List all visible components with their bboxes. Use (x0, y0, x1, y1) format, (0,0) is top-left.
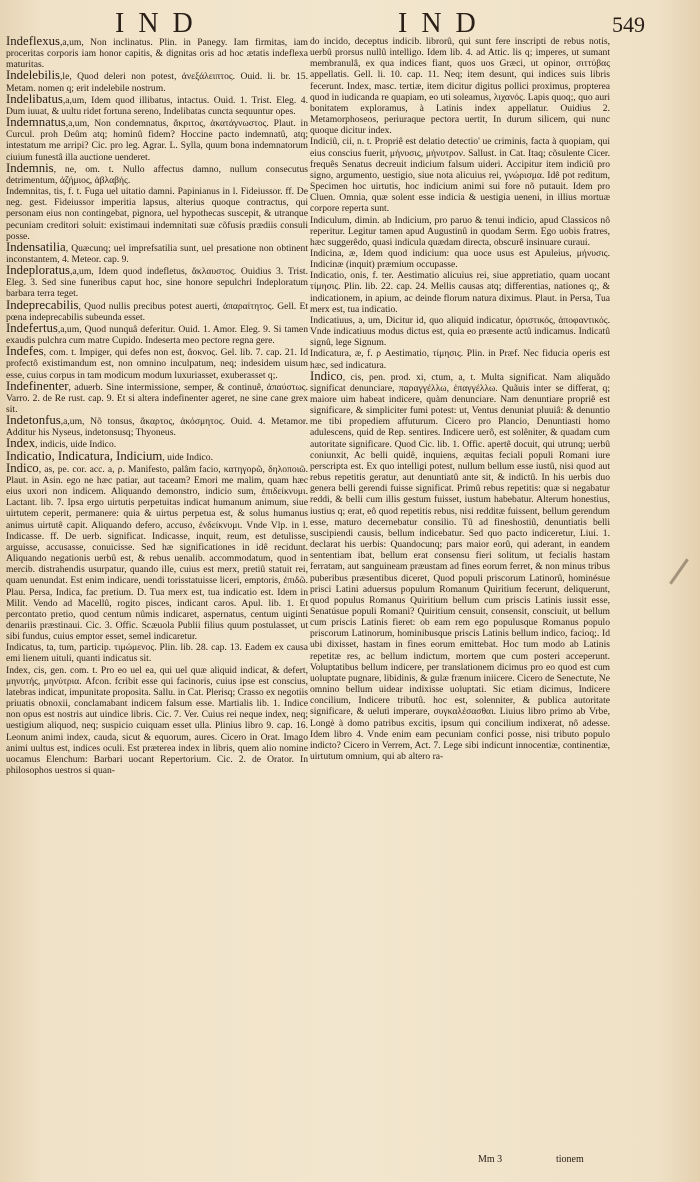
entry-text: ,a,um, Non inclinatus. Plin. in Panegy. Iam firmitas, iam proceritas corporis iam honor capitis, & dignitas oris ad hoc ætatis indeflexa maturitas. (6, 37, 308, 71)
signature-mark: Mm 3 (478, 1154, 503, 1165)
page-footer (0, 1154, 700, 1172)
dictionary-entry (6, 117, 308, 163)
entry-text: , Quod nullis precibus potest auerti, ἀπαραίτητος. Gell. Et pœna indeprecabilis subeunda esset. (6, 300, 308, 323)
entry-text: do incido, deceptus indicib. librorû, qui sunt fere inscripti de rebus notis, uerbû prorsus nullû intelligo. Idem lib. 4. ad Attic. lis q; imperes, ut sumant membranulâ, ex qua indices fiant, quos uos Græci, ut opinor, σιττύβας appellatis. Gell. li. 10. cap. 11. Neq; item desunt, qui indices suis libris fecerunt. Index, masc. tertiæ, item dicitur digitus pollici proximus, propterea quod in iudicanda re quapiam, eo uti soleamus, λιχανός. Lapis quoq;, quo auri bonitatem exploramus, à Latinis index appellatur. Ouidius 2. Metamorphoseos, periuraque pectora uertit, In durum silicem, qui nunc quoque dicitur index. (310, 36, 610, 137)
dictionary-entry (6, 265, 308, 299)
dictionary-entry (6, 415, 308, 438)
entry-text: Index, cis, gen. com. t. Pro eo uel ea, qui uel quæ aliquid indicat, & defert, μηνυτής, μηνύτρια. Afcon. fcribit esse qui facinoris, cuius ipse est conscius, latebras indicat, impunitate proposita. Sallu. in Cat. Plerisq; Crasso ex negotiis priuatis obnoxii, conclamabant indicem falsum esse. Martialis lib. 1. Indice non opus est nostris aut uindice libris. Cic. 7. Ver. Cuius rei neque index, neq; uestigium aliquod, neq; suspicio cuiquam esset ulla. Plinius libro 9. cap. 16. Leonum animi index, cauda, sicut & equorum, aures. Cicero in Orat. Imago animi uultus est, indices oculi. Est præterea index in libris, quem alio nomine uocamus Elenchum: Barbari uocant Repertorium. Cic. 2. de Orator. In philosophos uestros si quan- (6, 664, 308, 776)
right-column (310, 36, 610, 762)
dictionary-entry (6, 239, 308, 265)
entry-headword: Indelibatus (6, 91, 63, 106)
dictionary-entry (6, 91, 308, 117)
dictionary-entry (310, 248, 610, 270)
entry-text: , aduerb. Sine intermissione, semper, & continuê, ἀπαύστως. Varro. 2. de Re rust. cap. 9. Et si altera indefinenter ageret, ne sine cane grex sit. (6, 381, 308, 415)
entry-headword: Indeflexus (6, 34, 61, 48)
entry-text: ,a,um, Non condemnatus, ἄκριτος, ἀκατάγνωστος. Plaut. in Curcul. proh Deûm atq; hominû fidem? Hoccine pacto indemnatû, atq; intestatum me arripi? Cic. pro leg. Agrar. L. Sylla, quum bona indemnatorum ciuium funestâ illa auctione uenderet. (6, 118, 308, 163)
entry-text: , uide Indico. (162, 451, 213, 463)
entry-headword: Indicatio, Indicatura, Indicium (6, 448, 163, 463)
entry-text: Indicatio, onis, f. ter. Aestimatio alicuius rei, siue appretiatio, quam uocant τίμησις. Plin. lib. 22. cap. 24. Mellis causas atq; differentias, nationes q;, & indicationem, in apium, ac deinde florum natura diximus. Plaut. in Persa, Tua merx est, tua indicatio. (310, 270, 610, 315)
dictionary-entry (6, 642, 308, 664)
entry-headword: Index (6, 436, 36, 451)
entry-headword: Indico (310, 368, 343, 383)
entry-headword: Indensatilia (6, 239, 66, 254)
entry-text: Indemnitas, tis, f. t. Fuga uel uitatio damni. Papinianus in l. Fideiussor. ff. De neg. gest. Fideiussor imperitia lapsus, alterius quoque contractus, qui personam eius non contingebat, pignora, uel hypothecas suscepit, & utranque pecuniam creditori soluit: existimaui indemnitati suæ cõfusis prædiis consuli posse. (6, 186, 308, 242)
left-column (6, 36, 308, 776)
dictionary-entry (6, 665, 308, 777)
entry-text: Indiciû, cii, n. t. Propriê est delatio detectio' ue criminis, facta à quopiam, qui eius conscius fuerit, μήνυσις, μήνυτρον. Sallust. in Cat. Itaq; cõsulente Cicer. frequês Senatus decreuit indicium falsum uideri. Accipitur item indiciû pro signo, argumento, uestigio, siue nota alicuius rei, γνώρισμα. Idê pot reditum, Specimen hoc uirtutis, hoc indicium animi sui fore nõ putauit. Idem pro Cluen. Omnia, quæ solent esse indicia & uestigia ueneni, in illius mortuæ corpore reperta sunt. (310, 136, 610, 215)
entry-headword: Indetonfus (6, 413, 61, 428)
dictionary-entry (6, 448, 308, 463)
entry-text: , Quæcunq; uel imprefsatilia sunt, uel presatione non obtinent inconstantem, 4. Meteor. cap. 9. (6, 242, 308, 265)
entry-text: Indicatiuus, a, um, Dicitur id, quo aliquid indicatur, ὁριστικός, ἀποφαντικός. Vnde indicatiuus modus dictus est, quia eo præsente actû indicamus. Indicatû signû, lege Signum. (310, 314, 610, 349)
dictionary-entry (6, 320, 308, 347)
entry-text: ,a,um, Quod nunquâ deferitur. Ouid. 1. Amor. Eleg. 9. Si tamen exaudis pulchra cum matre Cupido. Indeserta meo pectore regna gere. (6, 323, 308, 347)
entry-text: Indicina, æ, Idem quod indicium: qua uoce usus est Apuleius, μήνυσις. Indicinæ (inquit) præmium occupasse. (310, 247, 610, 271)
dictionary-entry (6, 378, 308, 415)
entry-headword: Indemnatus (6, 115, 66, 130)
ink-mark (669, 558, 689, 584)
dictionary-entry (310, 348, 610, 370)
entry-text: ,a,um, Nõ tonsus, ἄκαρτος, ἀκόσμητος. Ouid. 4. Metamor. Additur his Nyseus, indetonsusq; Thyoneus. (6, 416, 308, 439)
entry-text: , ne, om. t. Nullo affectus damno, nullum consecutus detrimentum, ἀζήμιος, ἀβλαβής. (6, 163, 308, 186)
entry-headword: Indico (6, 460, 39, 475)
dictionary-entry (6, 460, 308, 643)
dictionary-entry (310, 368, 610, 762)
entry-text: , cis, pen. prod. xi, ctum, a, t. Multa significat. Nam aliquãdo significat denunciare, παραγγέλλω, ἐπαγγέλλω. Quãuis inter se differat, q; maiore uim habeat indicere, quàm denunciare. Nam denuntiare propriê est significare, & simpliciter fumi potest: ut, Ventus denuniat pluuiâ: & denuntio me tibi propediem affuturum. Cicero pro Plancio, Denuntiasti homo adulescens, quid de Rep. sentires. Indicere uerô, est solêniter, & quadam cum autoritate significare. Quod Cic. lib. 1. Offic. apertê docuit, qui utrunq; uerbû coniunxit, Ac belli quidê, inquiens, æquitas feciali populi Romani iure perscripta est. Ex quo intelligi potest, nullum bellum esse iustû, nisi quod aut rebus repetitis geratur, aut denuntiatû ante sit, & indictû. In his uerbis duo genera belli gerendi fuisse significat. Primû rebus repetitis: quæ si negabatur reddi, & belli cum illis gestum fuisset, iustum habebatur. Alterum honestius, iustius q; erat, eô quod repetitis rebus, nisi redditæ fuissent, bellum gerendum esse, maturo decernebatur consilio. Tû ad fineshostiû, denuntiatis belli suscipiendi causis, bellum indicebatur. Sed quo pacto indiceretur, Liui. 1. declarat his uerbis: Quandocunq; pars maior eorû, qui aderant, in eandem sententiam ibat, bellum erat consensu fieri solitum, ut fecialis hastam ferratam, aut sanguineam præustam ad fines eorum ferret, & non minus tribus puberibus præsentibus diceret, Quod populi priscorum Latinorû, hominésue prisci Latini aduersus populum Romanum Quiritium fecerunt, deliquerunt, quod populus Romanus Quiritium bellum cum priscis Latinis iussit esse, Senatúsue populi Romani? Quiritium censuit, consensit, consciuit, ut bellum cum priscis Latinis fieret: ob eam rem ego populusque Romanus populo priscorum Latinorum, hominibusque priscis Latinis bellum indico, facioq;. Id ubi dixisset, hastam in fines eorum emittebat. Hoc tum modo ab Latinis repetitæ res, ac bellum indictum, mortem que cum posteri acceperunt. Voluptatibus bellum indicere, per translationem dicimus pro eo quod est cum uoluptate pugnare, libidinis, & gulæ frænum iniicere. Cicero de Senectute, Ne omnino bellum uidear indixisse uoluptati. Sic etiam dicimus, Indicere concilium, Indicere tributû. hoc est, solenniter, & publica autoritate significare, & uelutì imperare, συγκαλέσασθαι. Liuius libro primo ab Vrbe, Longè à domo patribus excitis, ipsum qui concilium indixerat, nô adesse. Idem libro 4. Vnde enim eam pecuniam confici posse, nisi tributo populo indicto? Cicero in Verrem, Act. 7. Lege sibi indicunt innocentiæ, continentiæ, uirtutum omnium, qui ab altero ra- (310, 371, 610, 762)
entry-text: Indicatus, ta, tum, particip. τιμώμενος. Plin. lib. 28. cap. 13. Eadem ex causa emi lienem uituli, quanti indicatus sit. (6, 642, 308, 665)
header-left-word: IND (115, 8, 207, 39)
entry-text: , com. t. Impiger, qui defes non est, ἄοκνος. Gel. lib. 7. cap. 21. Id profectô existimandum est, non omnino inculpatum, neq; indesidem uisum esse, cuius corpus in tam modicum modum luxuriasset, exuberasset q;. (6, 347, 308, 381)
dictionary-entry (310, 136, 610, 214)
dictionary-entry (6, 297, 308, 323)
entry-text: ,le, Quod deleri non potest, ἀνεξάλειπτος. Ouid. li. br. 15. Metam. nomen q; erit indelebile nostrum. (6, 71, 308, 94)
entry-text: Indicatura, æ, f. ρ Aestimatio, τίμησις. Plin. in Præf. Nec fiducia operis est hæc, sed indicatura. (310, 348, 610, 371)
entry-text: , as, pe. cor. acc. a, ρ. Manifesto, palâm facio, κατηγορῶ, δηλοποιῶ. Plaut. in Asin. ego ne hæc patiar, aut taceam? Emori me malim, quam hæc eius uxori non indicem. Aliquando demonstro, indicio sum, ἐπιδείκνυμι. Lactant. lib. 7. Ipsa ergo uirtutis perpetuitas indicat humanum animum, siue uirtutem ceperit, permanere: quia & uirtus perpetua est, & solus humanus animus uirtutê capit. Aliquando defero, accuso, ἐνδείκνυμι. Vnde Vlp. in l. Indicasse. ff. De uerb. significat. Indicasse, inquit, reum, est detulisse, arguisse, accusasse, conuicisse. Sed hæ significationes in idê recidunt. Aliquando negationis uerbû est, & rebus uenalib. accommodatum, quod in mercib. distrahendis usurpatur, quando ille, cuius est merx, pretiû statuit rei, quam uenundat. Est enim indicare, uendi torisstatuisse liceri, emptoris, ἐπιδῶ. Plau. Persa, Indica, fac pretium. D. Tua merx est, tua indicatio est. Idem in Milit. Vendo ad Macellû, rogito pisces, indicant caros. Apul. lib. 1. Et percontato pretio, quod centum nûmis indicaret, aspernatus, centum uiginti denariis præstinaui. Cic. 3. Offic. Scæuola Publii filius quum postulasset, ut sibi fundus, cuius emptor esset, semel indicaretur. (6, 463, 308, 643)
dictionary-entry (310, 270, 610, 315)
catchword: tionem (556, 1154, 584, 1165)
dictionary-entry (6, 186, 308, 242)
dictionary-entry (310, 315, 610, 348)
dictionary-entry (6, 70, 308, 93)
dictionary-entry (6, 36, 308, 70)
entry-headword: Indefes (6, 344, 44, 359)
page-number: 549 (612, 12, 645, 37)
entry-text: ,a,um, Idem quod indefletus, ἄκλαυστος. Ouidius 3. Trist. Eleg. 3. Sed sine funeribus caput hoc, sine honore sepulchri Indeploratum barbara terra teget. (6, 266, 308, 300)
entry-headword: Indeprecabilis (6, 297, 79, 312)
dictionary-entry (310, 36, 610, 136)
entry-headword: Indelebilis (6, 68, 61, 83)
entry-headword: Indemnis (6, 160, 54, 175)
entry-text: ,a,um, Idem quod illibatus, intactus. Ouid. 1. Trist. Eleg. 4. Dum iuuat, & uultu ridet fortuna sereno, Indelibatas cuncta sequuntur opes. (6, 94, 308, 117)
dictionary-entry (6, 160, 308, 186)
entry-text: , indicis, uide Indico. (35, 439, 117, 451)
entry-headword: Indeploratus (6, 263, 70, 278)
entry-text: Indiculum, dimin. ab Indicium, pro paruo & tenui indicio, apud Classicos nô reperitur. Legitur tamen apud Augustinû in quodam Serm. Ego uobis fratres, hæc suggerêdo, quasi indicula quædam directa, obscurê insinuare curaui. (310, 214, 610, 248)
entry-headword: Indefertus (6, 320, 58, 335)
dictionary-entry (310, 215, 610, 248)
entry-headword: Indefinenter (6, 378, 69, 393)
header-right-word: IND (398, 8, 490, 39)
dictionary-entry (6, 346, 308, 380)
